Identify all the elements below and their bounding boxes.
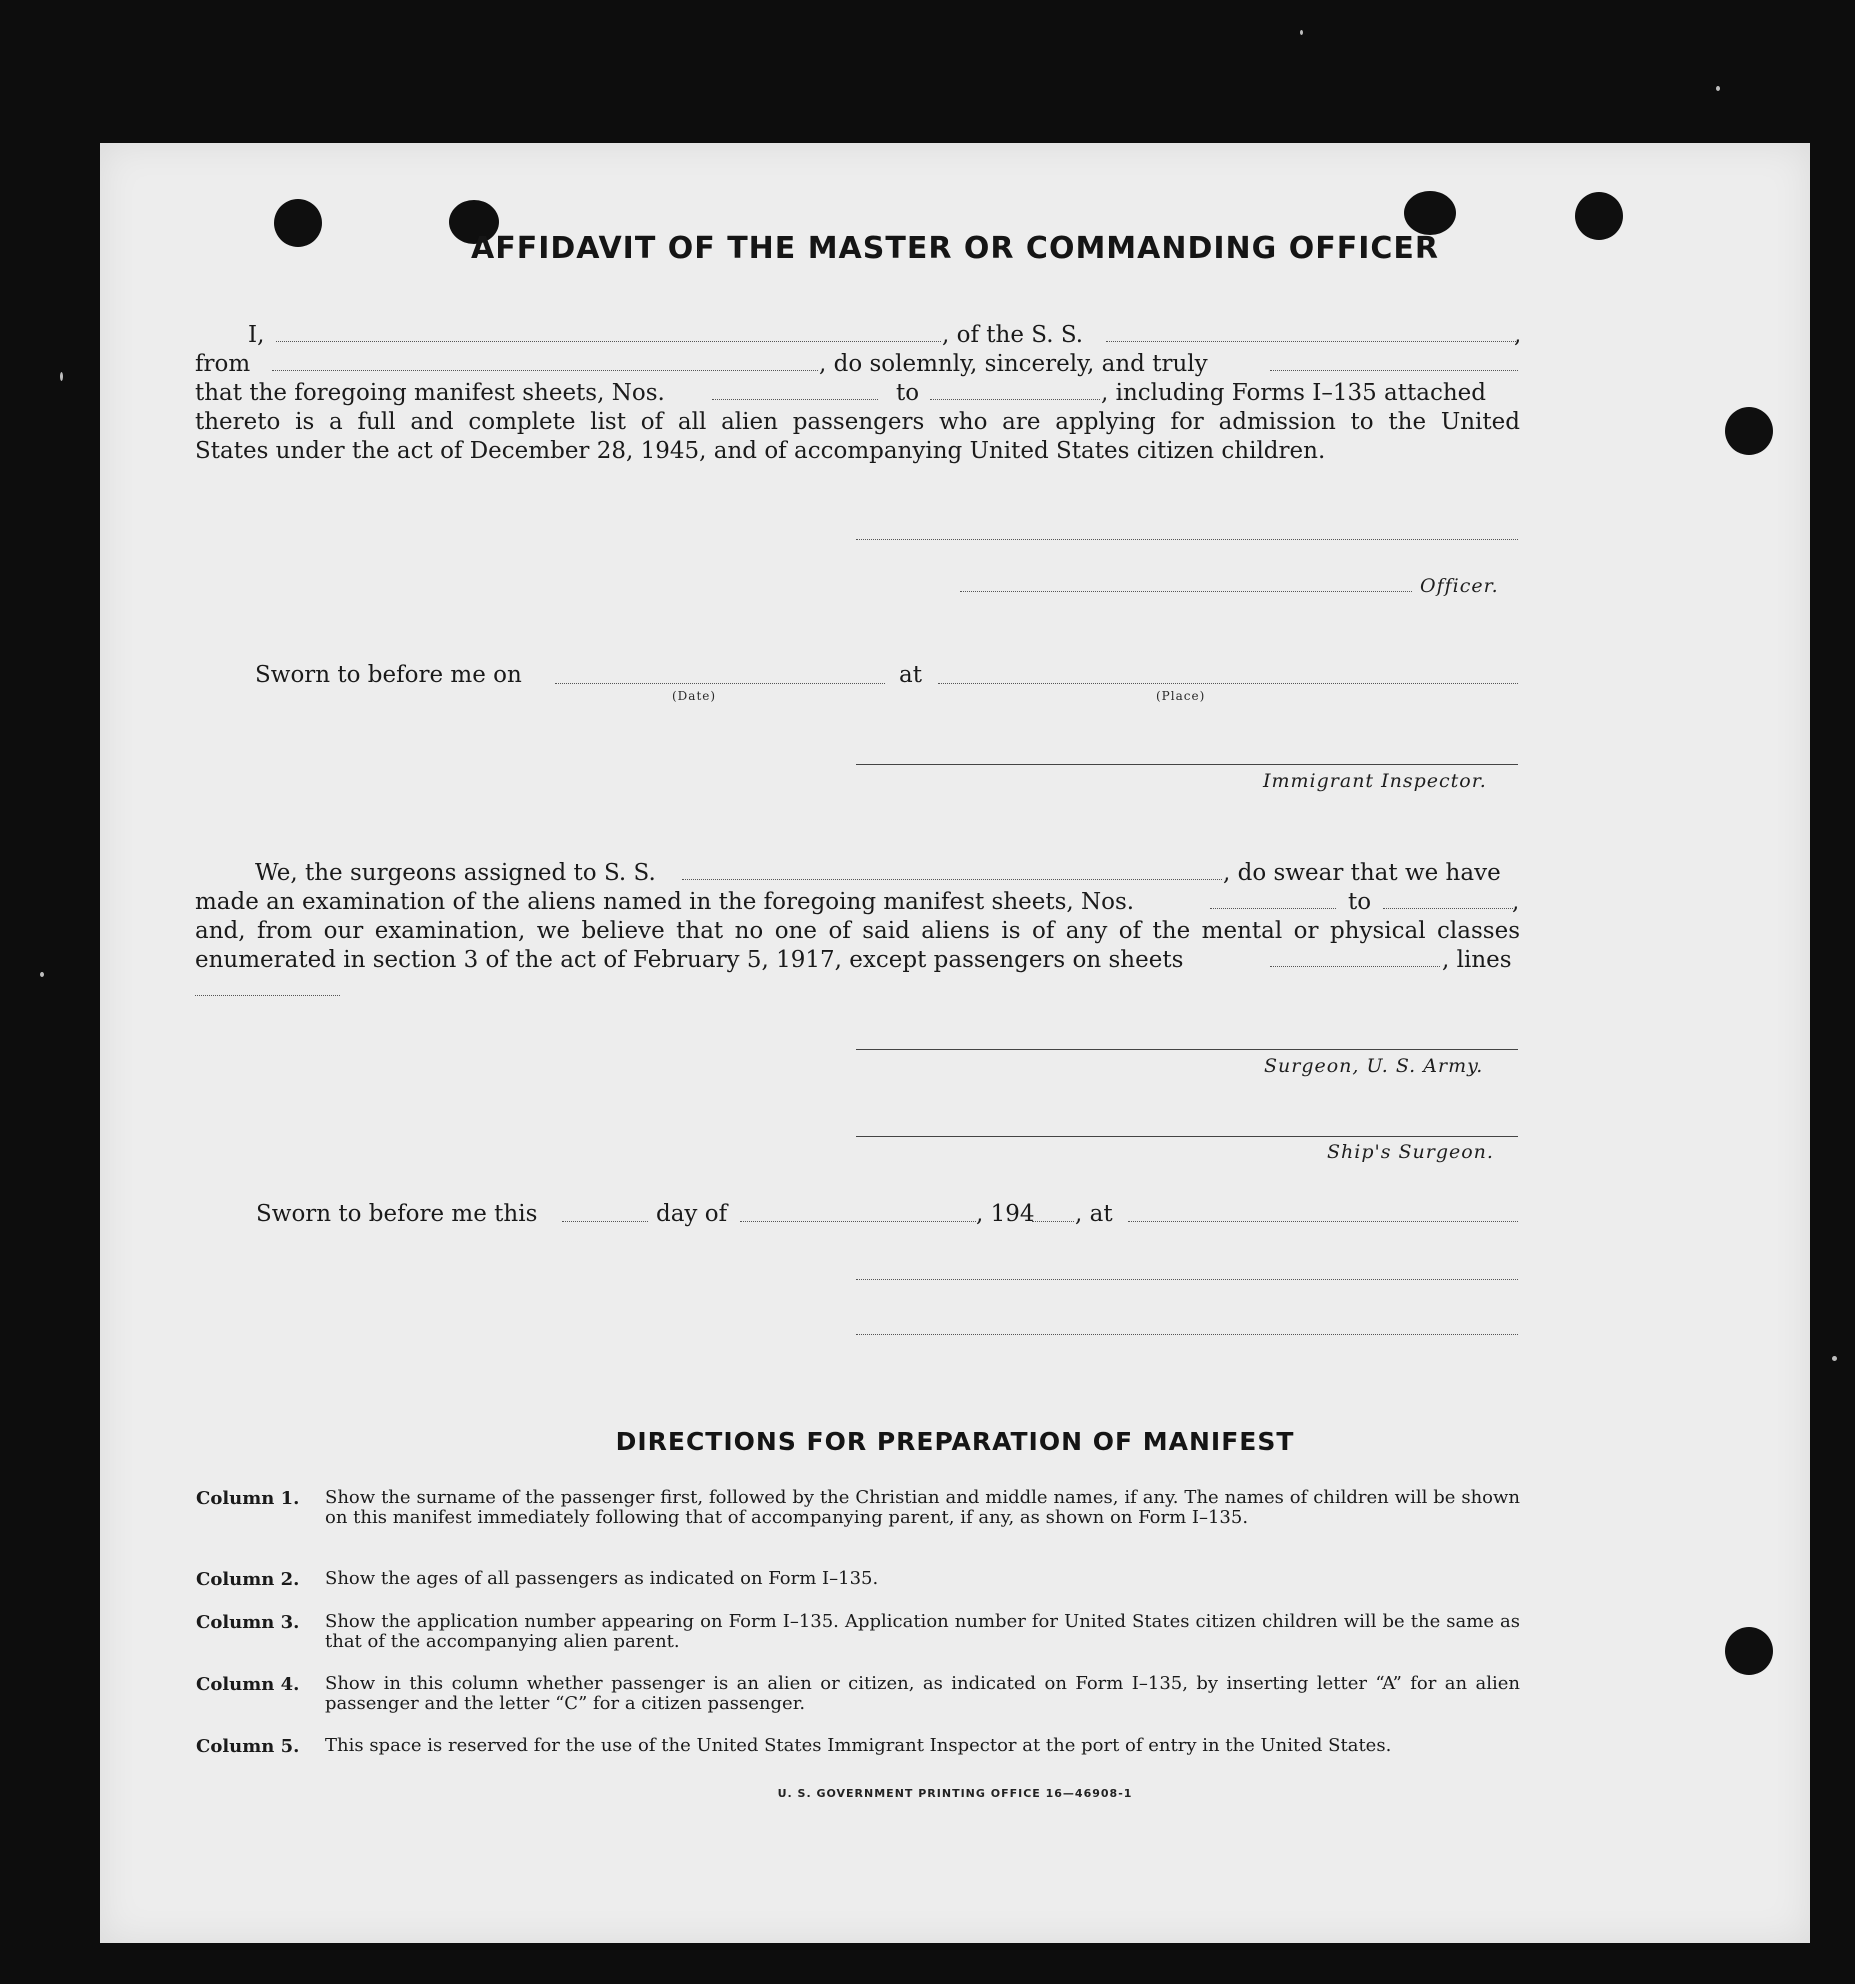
affidavit-from: from [195,351,251,377]
sworn-date-field[interactable] [555,683,885,684]
scan-speck [1716,86,1720,91]
officer-signature-line-2[interactable] [960,591,1412,592]
column-3-text: Show the application number appearing on Form I–135. Application number for United States citizen children will be the same as that of the accompanying alien parent. [325,1611,1520,1652]
sworn-this-label: Sworn to before me this [256,1201,538,1227]
column-5-text: This space is reserved for the use of the United States Immigrant Inspector at the port of entry in the United States. [325,1735,1392,1756]
surgeons-line2-to: to [1348,889,1372,915]
column-4-label: Column 4. [196,1674,300,1695]
affidavit-sheets-text: that the foregoing manifest sheets, Nos. [195,380,665,406]
affidavit-of-ss: , of the S. S. [942,322,1084,348]
excepted-lines-field[interactable] [195,995,340,996]
surgeons-line1-a: We, the surgeons assigned to S. S. [255,860,656,886]
excepted-sheets-field[interactable] [1270,966,1440,967]
ships-surgeon-caption: Ship's Surgeon. [1327,1141,1494,1163]
surgeons-line3: and, from our examination, we believe that no one of said aliens is of any of the mental or physical classes [195,918,1520,944]
master-name-field[interactable] [276,341,941,342]
scan-speck [40,972,44,977]
year-label: , 194 [976,1201,1035,1227]
date-caption: (Date) [672,689,717,703]
affidavit-comma: , [1514,322,1522,348]
scan-speck [60,372,63,381]
column-5-label: Column 5. [196,1736,300,1757]
inspector-signature-line[interactable] [856,764,1518,765]
affidavit-including: , including Forms I–135 attached [1101,380,1486,406]
printing-office-footer: U. S. GOVERNMENT PRINTING OFFICE 16—46908-1 [777,1787,1133,1800]
surgeons-line2-comma: , [1512,889,1520,915]
affidavit-i: I, [248,322,265,348]
sworn-month-field[interactable] [740,1221,976,1222]
sheets-from-field[interactable] [712,399,878,400]
affidavit-line5: States under the act of December 28, 1945, and of accompanying United States citizen children. [195,438,1326,464]
inspector-caption: Immigrant Inspector. [1263,770,1487,792]
sworn-at-label: at [899,662,922,688]
affidavit-swear: , do solemnly, sincerely, and truly [819,351,1208,377]
sworn-place-field[interactable] [938,683,1518,684]
surgeons-sheets-to-field[interactable] [1383,908,1513,909]
affidavit-line4: thereto is a full and complete list of all alien passengers who are applying for admission to the United [195,409,1520,435]
sworn-signature-line-2[interactable] [856,1334,1518,1335]
column-2-label: Column 2. [196,1569,300,1590]
directions-title: DIRECTIONS FOR PREPARATION OF MANIFEST [615,1427,1295,1456]
sworn-this-at-label: , at [1075,1201,1113,1227]
army-surgeon-caption: Surgeon, U. S. Army. [1264,1055,1484,1077]
day-of-label: day of [656,1201,728,1227]
surgeons-line1-b: , do swear that we have [1223,860,1501,886]
sheets-to-field[interactable] [930,399,1100,400]
column-4-text: Show in this column whether passenger is an alien or citizen, as indicated on Form I–135, by inserting letter “A” for an alien passenger and the letter “C” for a citizen passenger. [325,1673,1520,1714]
scan-speck [1832,1356,1837,1361]
surgeons-sheets-from-field[interactable] [1210,908,1336,909]
affidavit-form-page [100,143,1810,1943]
surgeons-line4-a: enumerated in section 3 of the act of February 5, 1917, except passengers on sheets [195,947,1184,973]
column-1-label: Column 1. [196,1488,300,1509]
port-from-field[interactable] [272,370,818,371]
army-surgeon-signature-line[interactable] [856,1049,1518,1050]
column-1-text: Show the surname of the passenger first, followed by the Christian and middle names, if any. The names of children will be shown on this manifest immediately following that of accompanying parent, if any, as shown on Form I–135. [325,1487,1520,1528]
officer-signature-line-1[interactable] [856,539,1518,540]
sworn-day-field[interactable] [562,1221,648,1222]
scan-speck [1300,30,1303,35]
ship-name-field[interactable] [1106,341,1516,342]
sworn-this-place-field[interactable] [1128,1221,1518,1222]
punch-hole [1725,1627,1773,1675]
surgeons-ship-field[interactable] [682,879,1222,880]
sworn-on-label: Sworn to before me on [255,662,522,688]
punch-hole [1404,191,1456,235]
affidavit-title: AFFIDAVIT OF THE MASTER OR COMMANDING OFFICER [471,231,1439,266]
place-caption: (Place) [1156,689,1206,703]
column-3-label: Column 3. [196,1612,300,1633]
oath-field[interactable] [1270,370,1518,371]
sworn-signature-line-1[interactable] [856,1279,1518,1280]
affidavit-to: to [896,380,920,406]
ships-surgeon-signature-line[interactable] [856,1136,1518,1137]
punch-hole [1725,407,1773,455]
sworn-year-field[interactable] [1032,1221,1074,1222]
officer-caption: Officer. [1420,575,1499,597]
surgeons-line4-b: , lines [1442,947,1512,973]
column-2-text: Show the ages of all passengers as indicated on Form I–135. [325,1568,879,1589]
surgeons-line2-a: made an examination of the aliens named in the foregoing manifest sheets, Nos. [195,889,1135,915]
